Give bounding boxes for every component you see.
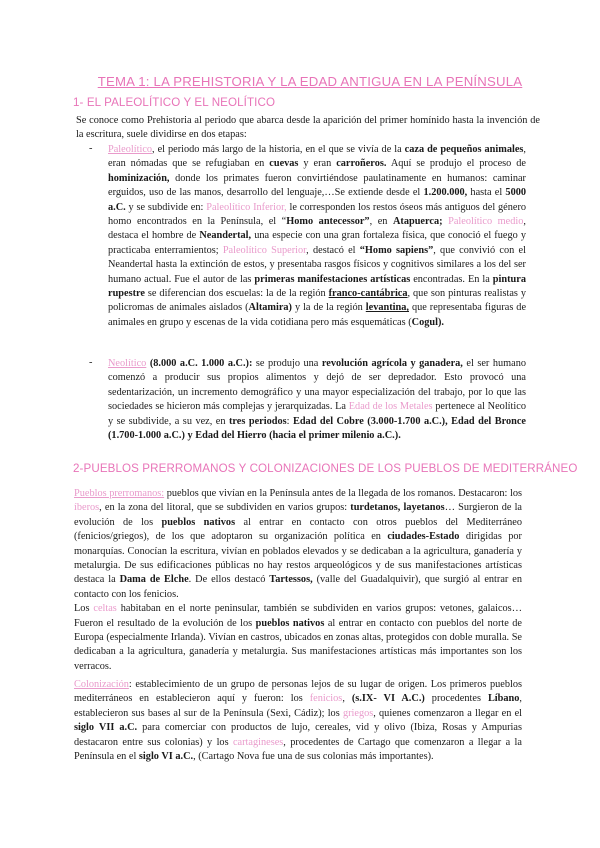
paleolitico-paragraph [108,143,526,330]
term-carroneros: carroñeros. [336,158,387,170]
text: pertenece al Neolítico y se subdivide, a su vez, en [108,401,526,427]
text: Aquí se produjo el proceso de [386,158,526,170]
term-periodos-metales: Edad del Cobre (3.000-1.700 a.C.), Edad del Bronce (1.700-1.000 a.C.) y Edad del Hierro (hacia el primer milenio a.C.). [108,415,526,442]
term-iberos: íberos [74,502,100,514]
text: : establecimiento de un grupo de personas lejos de su lugar de origen. Los primeros pueblos mediterráneos en establecieron aquí y fueron: los [74,679,522,705]
term-paleolitico-inferior: Paleolítico Inferior, [206,201,287,213]
section-heading-pueblos-prerromanos: 2-PUEBLOS PRERROMANOS Y COLONIZACIONES DE LOS PUEBLOS DE MEDITERRÁNEO [73,462,578,475]
term-paleolitico: Paleolítico [108,144,153,155]
text: : [286,415,293,427]
text: , [342,693,352,705]
term-ciudades-estado: ciudades-Estado [387,531,460,543]
term-caza: caza de pequeños animales [404,144,524,155]
section-heading-paleolitico-neolitico: 1- EL PALEOLÍTICO Y EL NEOLÍTICO [73,96,276,109]
text: dirigidas por monarquías. Conocían la escritura, vivían en poblados elevados y se dedicaban a la agricultura, ganadería y metalurgia. De sus edificaciones públicas no hay restos arqueológicos y de sus manifestaciones artísticas destaca la [74,531,522,586]
list-dash: - [89,357,93,368]
term-dama-elche: Dama de Elche [119,574,189,586]
text: , en la zona del litoral, que se subdividen en varios grupos: [99,502,351,514]
text: se produjo una [252,358,322,369]
term-franco-cantabrica: franco-cantábrica [328,288,408,300]
text: que representaba figuras de animales en grupo y escenas de la vida cotidiana pero más esquemáticas ( [108,302,527,328]
term-siglo-vii: siglo VII a.C. [74,722,138,734]
pueblos-prerromanos-paragraph [74,487,522,674]
term-cuevas: cuevas [269,158,299,170]
term-homo-antecessor: Homo antecessor” [286,216,370,228]
text: , el periodo más largo de la historia, en el que se vivía de la [152,144,405,155]
term-pueblos-nativos: pueblos nativos [161,516,236,528]
term-pueblos-prerromanos: Pueblos prerromanos: [74,488,165,499]
term-homo-sapiens: “Homo sapiens” [359,244,434,256]
text: el ser humano comenzó a producir sus propios alimentos y dejó de ser depredador. Esto provocó una sedentarización, un incremento demográfico y una mayor especialización del trabajo, por lo que las sociedades se hicieron más complejas y jerarquizadas. La [108,358,526,413]
text: pueblos que vivían en la Península antes de la llegada de los romanos. Destacaron: los [164,488,522,499]
text: , que son pinturas realistas y policromas de animales aislados ( [108,288,526,314]
text: , (Cartago Nova fue una de sus colonias más importantes). [193,751,434,763]
term-fenicios: fenicios [309,693,343,705]
term-date-end: 5000 a.C. [108,187,527,213]
text: , destaca el hombre de [108,216,526,242]
term-manifestaciones: primeras manifestaciones artísticas [254,273,411,285]
term-hominizacion: hominización, [108,172,170,184]
term-pintura-rupestre: pintura rupestre [108,273,526,300]
term-libano: Líbano [487,693,520,705]
text: y eran [298,158,337,170]
text: se diferencian dos escuelas: la de la región [144,288,329,300]
text: encontradas. En la [410,273,493,285]
term-atapuerca: Atapuerca; [392,216,443,228]
term-neandertal: Neandertal, [199,230,252,242]
term-paleolitico-superior: Paleolítico Superior [222,244,307,256]
text: le corresponden los restos óseos más antiguos del género homo encontrados en la Península, el “ [108,201,527,228]
text: (valle del Guadalquivir), que surgió al entrar en contacto con los fenicios. [74,574,522,600]
term-revolucion: revolución agrícola y ganadera, [321,358,463,369]
term-altamira: Altamira) [248,302,292,314]
term-tres-periodos: tres periodos [228,415,287,427]
text: … Surgieron de la evolución de los [74,502,523,528]
page-title: TEMA 1: LA PREHISTORIA Y LA EDAD ANTIGUA EN LA PENÍNSULA [97,74,523,89]
text: Los [74,603,94,615]
text: procedentes [424,693,488,705]
term-neolitico-dates: (8.000 a.C. 1.000 a.C.): [146,358,253,369]
text: habitaban en el norte peninsular, también se subdividen en varios grupos: vetones, galaicos… Fueron el resultado de la evolución de los [74,603,522,629]
term-paleolitico-medio: Paleolítico medio [448,216,524,228]
neolitico-paragraph [108,357,526,443]
text: una especie con una gran fortaleza física, que conoció el fuego y practicaba enterramientos; [108,230,526,256]
term-colonizacion: Colonización [74,679,129,690]
term-pueblos-nativos: pueblos nativos [255,617,325,629]
text: , establecieron sus bases al sur de la Península (Sexi, Cádiz); los [74,693,522,719]
text: y la de la región [291,302,366,314]
text: , procedentes de Cartago que comenzaron a llegar a la Península en el [74,736,522,763]
text: , que convivió con el Neandertal hasta la extinción de estos, y presentaba rasgos físicos y cognitivos similares a los del ser humano actual. Fue el autor de las [108,244,526,285]
term-cogul: Cogul). [411,316,444,328]
text: , quienes comenzaron a llegar en el [373,707,523,719]
text: al entrar en contacto con pueblos del norte de Europa (especialmente Irlanda). Vivían en castros, ubicados en zonas altas, protegidos con doble muralla. Se dedicaban a la agricultura, ganadería y metalurgia. Sus manifestaciones artísticas más importantes son los verracos. [74,617,522,672]
text: al entrar en contacto con otros pueblos del Mediterráneo (fenicios/griegos), de los que adoptaron su organización política en [74,516,522,543]
text: hasta el [467,187,506,199]
term-siglo-vi: siglo VI a.C. [138,751,194,763]
list-dash: - [89,143,93,154]
term-neolitico: Neolítico [108,358,147,369]
text: , eran nómadas que se refugiaban en [108,144,526,170]
text: para comerciar con productos de lujo, cereales, vid y olivo (Ibiza, Rosas y Ampurias destacaron entre sus colonias) y los [74,722,522,748]
term-levantina: levantina, [365,302,409,314]
text: . De ellos destacó [188,574,270,586]
text: donde los primates fueron convirtiéndose paulatinamente en humanos: caminar erguidos, uso de las manos, desarrollo del lenguaje,…Se extiende desde el [108,172,526,199]
term-turdetanos: turdetanos, layetanos [350,502,445,514]
term-griegos: griegos [342,707,374,719]
term-celtas: celtas [93,603,117,615]
term-fenicios-dates: (s.IX- VI A.C.) [351,693,425,705]
term-tartessos: Tartessos, [269,574,313,586]
text: , destacó el [306,244,360,256]
colonizacion-paragraph [74,678,522,764]
intro-paragraph: Se conoce como Prehistoria al periodo que abarca desde la aparición del primer homínido hasta la invención de la escritura, suele dividirse en dos etapas: [76,115,540,141]
term-date-start: 1.200.000, [423,187,468,199]
text: , en [369,216,393,228]
term-edad-metales: Edad de los Metales [348,401,433,413]
term-cartagineses: cartagineses [232,736,284,748]
text: y se subdivide en: [125,201,207,213]
